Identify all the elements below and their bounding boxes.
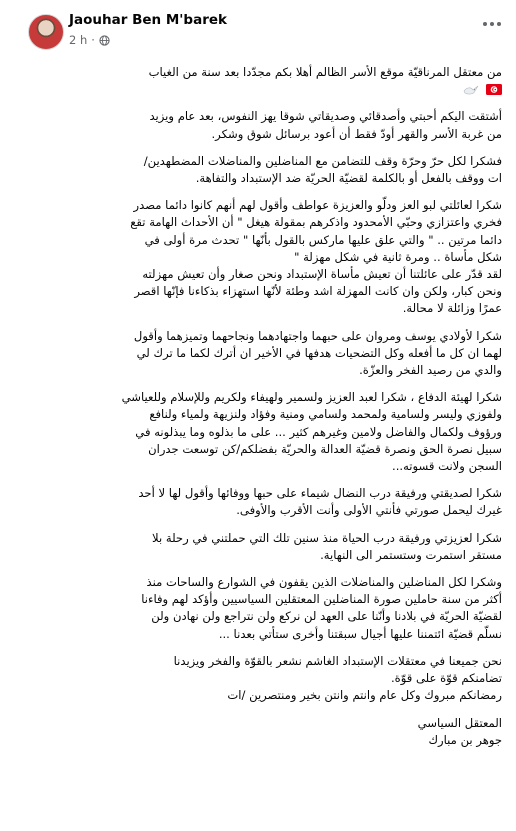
text-line: لقد قدّر على عائلتنا أن تعيش مأساة الإستبداد ونحن صغار وأن تعيش مهزلته	[142, 267, 502, 282]
text-line: نسلّم قضيّة ائتمننا عليها أجيال سبقتنا وأخرى ستأتي بعدنا ...	[218, 626, 502, 641]
avatar[interactable]	[28, 14, 64, 50]
author-name[interactable]: Jaouhar Ben M'barek	[69, 12, 227, 28]
post-time[interactable]: 2 h	[69, 33, 88, 47]
text-line: ونحن كبار، ولكن وان كانت المهزلة اشد وطئة لأنّها استهزاء بذكاءنا فإنّها اقصر	[134, 284, 502, 299]
text-line: لقضيّة الحريّة في بلادنا وأنّنا على العهد لن نركع ولن نتراجع ولن نهادن ولن	[151, 609, 502, 624]
text-line: شكرا لعائلتي لبو العز ودلّو والعزيزة عواطف وأقول لهم أنهم كانوا دائما مصدر	[133, 198, 502, 213]
text-line: من غربة الأسر والقهر أودّ فقط أن أعود برسائل شوق وشكر.	[211, 126, 502, 141]
paragraph-intro	[28, 64, 502, 98]
paragraph	[28, 653, 502, 705]
text-line-content: من معتقل المرناقيّة موقع الأسر الظالم أهلا بكم مجدّدا بعد سنة من الغياب	[148, 65, 502, 79]
text-line: غيرك ليحمل صورتي فأنتي الأولى وأنت الأقرب والأوفى.	[236, 503, 502, 518]
text-line: شكرا لصديقتي ورفيقة درب النضال شيماء على حبها ووفائها وأقول لها لا أحد	[138, 486, 502, 501]
text-line: تضامنكم قوّة على قوّة.	[390, 671, 502, 686]
text-line: أشتقت اليكم أحبتي وأصدقائي وصديقاتي شوقا يهز النفوس، بعد عام ويزيد	[149, 109, 502, 124]
text-line: سبيل نصرة الحق ونصرة قضيّة العدالة والحريّة بفضلكم/كن توسعت جدران	[148, 441, 502, 456]
post-meta	[69, 33, 110, 47]
paragraph	[28, 108, 502, 142]
text-line: وشكرا لكل المناضلين والمناضلات الذين يقفون في الشوارع والساحات منذ	[146, 575, 502, 590]
post-body	[28, 64, 502, 759]
text-line: لهما ان كل ما أفعله وكل التضحيات هدفها في الأخير ان أترك لكما ما ترك لي	[136, 345, 502, 360]
text-line: أكثر من سنة حاملين صورة المناضلين المعتقلين السياسيين وأؤكد لهم وفاءنا	[141, 592, 502, 607]
text-line: شكرا لعزيزتي ورفيقة درب الحياة منذ سنين تلك التي حملتني في رحلة بلا	[152, 530, 502, 545]
text-line: دائما مرتين .. " والتي علق عليها ماركس بالقول بأنّها " تحدث مرة أولى في	[144, 232, 502, 247]
text-line: السجن ولانت قسوته...	[392, 459, 502, 474]
text-line: فخري واعتزازي وحبّي الأمحدود واذكرهم بمقولة هيغل " أن الأحداث الهامة تقع	[130, 215, 502, 230]
text-line: والدي من رصيد الفخر والعزّة.	[359, 363, 502, 378]
text-line: ورؤوف ولكمال والفاضل ولامين وغيرهم كثير ... على ما بذلوه وما يبذلونه في	[135, 424, 502, 439]
paragraph	[28, 153, 502, 187]
text-line: فشكرا لكل حرّ وحرّة وقف للتضامن مع المناضلين والمناضلات المضطهدين/	[143, 153, 502, 168]
paragraph	[28, 197, 502, 317]
tunisia-flag-icon	[486, 84, 502, 95]
paragraph	[28, 574, 502, 643]
text-line: شكرا لهيئة الدفاع ، شكرا لعبد العزيز ولسمير ولهيفاء ولكريم وللإسلام وللعياشي	[121, 390, 502, 405]
dove-icon	[463, 84, 479, 96]
text-line	[28, 64, 502, 81]
post-header	[28, 10, 504, 56]
text-line: ات ووقف بالفعل أو بالكلمة لقضيّة الحريّة ضد الإستبداد والتفاهة.	[195, 171, 502, 186]
text-line: مستقر استمرت وستستمر الى النهاية.	[320, 547, 502, 562]
signature	[28, 715, 502, 749]
text-line: ولفوزي وليسر ولسامية ولمحمد ولسامي ومنية وفؤاد ولنزيهة ولمياء ولنافع	[149, 407, 502, 422]
emoji-line	[28, 81, 502, 98]
paragraph	[28, 389, 502, 475]
text-line: نحن جميعنا في معتقلات الإستبداد الغاشم نشعر بالقوّة والفخر ويزيدنا	[173, 653, 502, 668]
text-line: رمضانكم مبروك وكل عام وانتم وانتن بخير ومنتصرين /ات	[227, 688, 502, 703]
signature-name: جوهر بن مبارك	[428, 732, 502, 747]
more-options-icon[interactable]	[480, 16, 504, 32]
signature-title: المعتقل السياسي	[417, 715, 502, 730]
paragraph	[28, 485, 502, 519]
paragraph	[28, 328, 502, 380]
meta-separator: ·	[91, 33, 95, 47]
text-line: عمرًا وزائلة لا محالة.	[402, 301, 502, 316]
text-line: شكرا لأولادي يوسف ومروان على حبهما واجتهادهما ونجاحهما وتميزهما وأقول	[133, 328, 502, 343]
paragraph	[28, 530, 502, 564]
globe-icon[interactable]	[99, 35, 110, 46]
text-line: شكل مأساة .. ومرة ثانية في شكل مهزلة "	[294, 249, 502, 264]
